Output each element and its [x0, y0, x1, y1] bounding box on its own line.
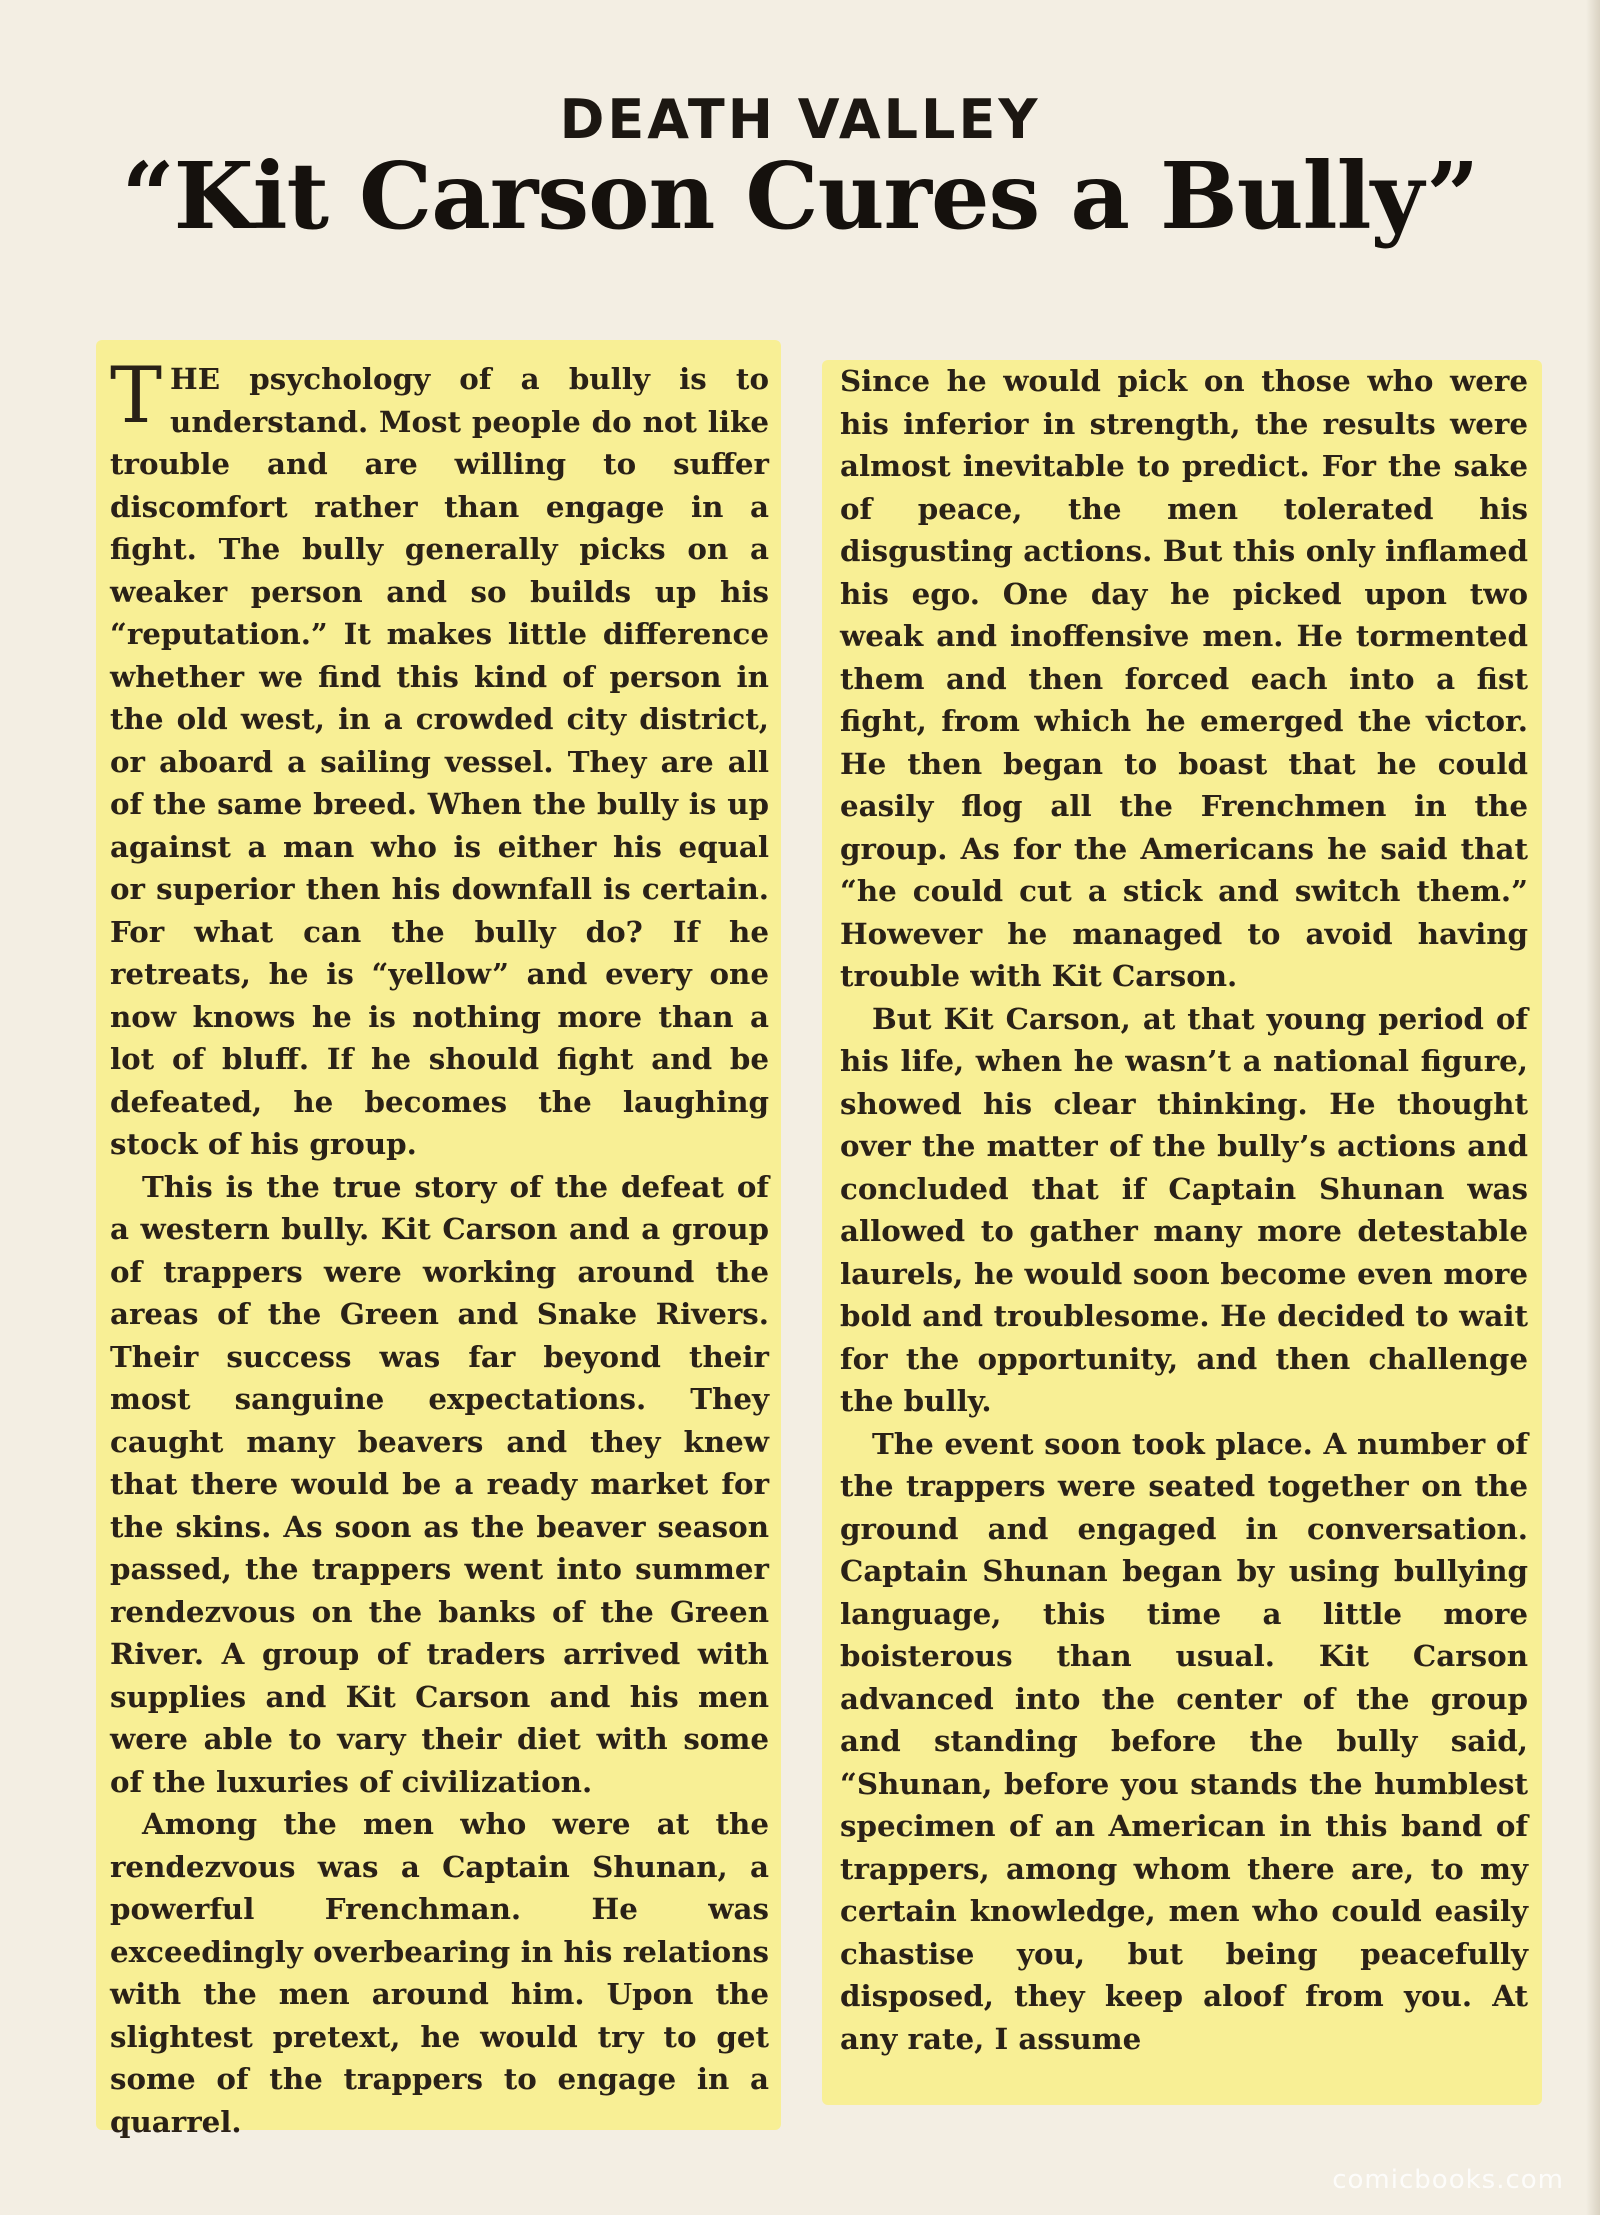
paragraph-4: Since he would pick on those who were his inferior in strength, the results were almost inevitable to predict. For the sake of peace, the men tolerated his disgusting actions. But this only inflamed his ego. One day he picked upon two weak and inoffensive men. He tormented them and then forced each into a fist fight, from which he emerged the victor. He then began to boast that he could easily flog all the Frenchmen in the group. As for the Americans he said that “he could cut a stick and switch them.” However he managed to avoid having trouble with Kit Carson. [840, 363, 1528, 993]
paragraph-3: Among the men who were at the rendezvous was a Captain Shunan, a powerful Frenchman. He was exceedingly overbearing in his relations with the men around him. Upon the slightest pretext, he would try to get some of the trappers to engage in a quarrel. [110, 1806, 769, 2139]
left-column [96, 340, 781, 2139]
story-kicker: DEATH VALLEY [559, 88, 1041, 151]
paragraph-1 [110, 351, 769, 1166]
site-watermark: comicbooks.com [1332, 2165, 1564, 2195]
paragraph-5: But Kit Carson, at that young period of his life, when he wasn’t a national figure, showed his clear thinking. He thought over the matter of the bully’s actions and concluded that if Captain Shunan was allowed to gather many more detestable laurels, he would soon become even more bold and troublesome. He decided to wait for the opportunity, and then challenge the bully. [840, 1000, 1528, 1418]
drop-cap: T [110, 351, 163, 441]
story-headline: “Kit Carson Cures a Bully” [121, 142, 1479, 250]
page-edge [1586, 0, 1600, 2215]
paragraph-6: The event soon took place. A number of the trappers were seated together on the ground and engaged in conversation. Captain Shunan began by using bullying language, this time a little more boisterous than usual. Kit Carson advanced into the center of the group and standing before the bully said, “Shunan, before you stands the humblest specimen of an American in this band of trappers, among whom there are, to my certain knowledge, men who could easily chastise you, but being peacefully disposed, they keep aloof from you. At any rate, I assume [840, 1425, 1528, 2056]
paragraph-2: This is the true story of the defeat of a western bully. Kit Carson and a group of trappers were working around the areas of the Green and Snake Rivers. Their success was far beyond their most sanguine expectations. They caught many beavers and they knew that there would be a ready market for the skins. As soon as the beaver season passed, the trappers went into summer rendezvous on the banks of the Green River. A group of traders arrived with supplies and Kit Carson and his men were able to vary their diet with some of the luxuries of civilization. [110, 1168, 769, 1799]
paragraph-1-text: HE psychology of a bully is to understand. Most people do not like trouble and are willing to suffer discomfort rather than engage in a fight. The bully generally picks on a weaker person and so builds up his “reputation.” It makes little difference whether we find this kind of person in the old west, in a crowded city district, or aboard a sailing vessel. They are all of the same breed. When the bully is up against a man who is either his equal or superior then his downfall is certain. For what can the bully do? If he retreats, he is “yellow” and every one now knows he is nothing more than a lot of bluff. If he should fight and be defeated, he becomes the laughing stock of his group. [110, 361, 769, 1161]
right-column [822, 360, 1542, 2105]
